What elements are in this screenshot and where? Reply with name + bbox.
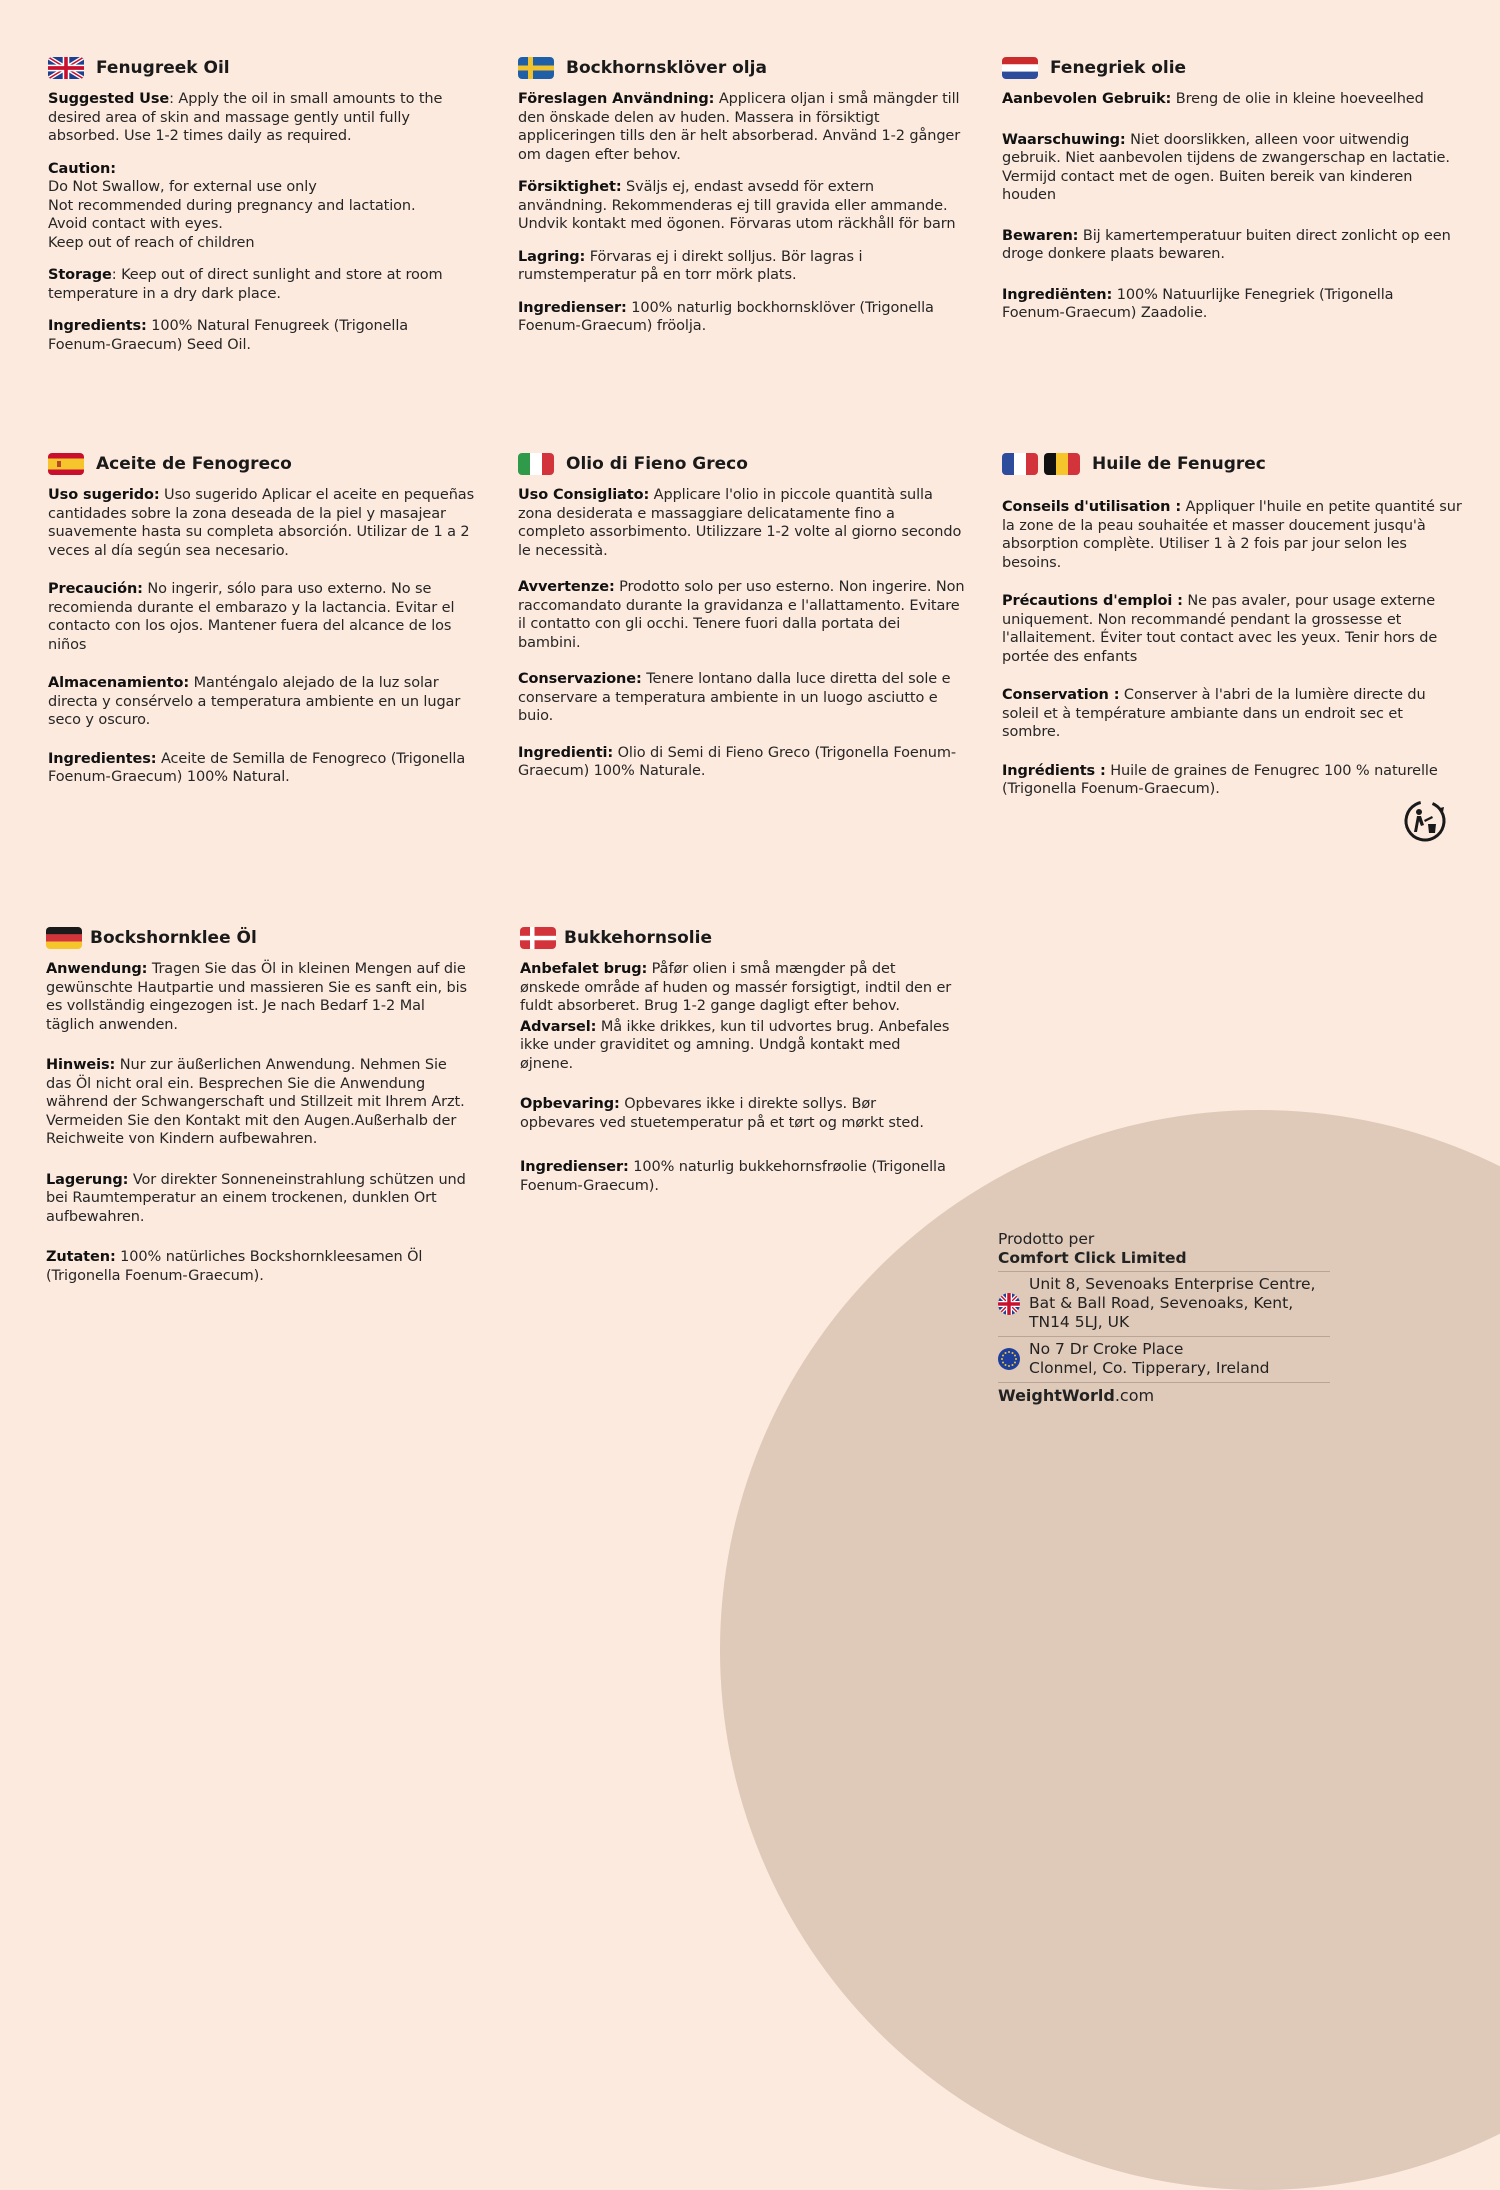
section-title: Olio di Fieno Greco [566, 454, 748, 474]
ingredients: Ingredienti: Olio di Semi di Fieno Greco (Trigonella Foenum-Graecum) 100% Naturale. [518, 744, 957, 779]
suggested-use: Aanbevolen Gebruik: Breng de olie in kleine hoeveelhed [1002, 91, 1424, 107]
section-header [1002, 450, 1462, 478]
caution: Advarsel: Må ikke drikkes, kun til udvortes brug. Anbefales ikke under graviditet og amning. Undgå kontakt med øjnene. [520, 1018, 950, 1072]
uk-address: Unit 8, Sevenoaks Enterprise Centre, Bat & Ball Road, Sevenoaks, Kent, TN14 5LJ, UK [998, 1271, 1330, 1336]
manufacturer-footer [998, 1230, 1330, 1405]
section-italian [518, 450, 966, 795]
suggested-use: Conseils d'utilisation : Appliquer l'huile en petite quantité sur la zone de la peau souhaitée et masser doucement jusqu'à absorption complète. Utiliser 1 à 2 fois par jour selon les besoins. [1002, 499, 1462, 571]
company-name: Comfort Click Limited [998, 1249, 1187, 1267]
section-title: Huile de Fenugrec [1092, 454, 1266, 474]
section-header [48, 450, 480, 478]
section-header [518, 54, 963, 82]
ingredients: Zutaten: 100% natürliches Bockshornkleesamen Öl (Trigonella Foenum-Graecum). [46, 1249, 423, 1284]
section-swedish [518, 54, 963, 350]
section-header [1002, 54, 1457, 82]
section-danish [520, 924, 952, 1209]
ingredients: Ingredienser: 100% naturlig bockhornsklöver (Trigonella Foenum-Graecum) fröolja. [518, 299, 934, 334]
caution: Précautions d'emploi : Ne pas avaler, pour usage externe uniquement. Non recommandé pendant la grossesse et l'allaitement. Éviter tout contact avec les yeux. Tenir hors de portée des enfants [1002, 593, 1438, 665]
italy-flag-icon [518, 453, 554, 475]
website-link[interactable]: WeightWorld.com [998, 1382, 1330, 1405]
section-spanish [48, 450, 480, 801]
caution: Försiktighet: Sväljs ej, endast avsedd för extern användning. Rekommenderas ej till gravida eller ammande. Undvik kontakt med ögonen. Förvaras utom räckhåll för barn [518, 179, 956, 232]
section-title: Bukkehornsolie [564, 928, 712, 948]
section-french [1002, 450, 1462, 813]
sweden-flag-icon [518, 57, 554, 79]
storage: Lagerung: Vor direkter Sonneneinstrahlung schützen und bei Raumtemperatur an einem trockenen, dunklen Ort aufbewahren. [46, 1171, 466, 1225]
section-title: Bockhornsklöver olja [566, 58, 767, 78]
ingredients: Ingrédients : Huile de graines de Fenugrec 100 % naturelle (Trigonella Foenum-Graecum). [1002, 762, 1438, 797]
uk-flag-icon [998, 1293, 1020, 1315]
section-title: Bockshornklee Öl [90, 928, 257, 948]
storage: Conservation : Conserver à l'abri de la lumière directe du soleil et à température ambiante dans un endroit sec et sombre. [1002, 687, 1426, 740]
storage: Almacenamiento: Manténgalo alejado de la luz solar directa y consérvelo a temperatura ambiente en un lugar seco y oscuro. [48, 675, 461, 728]
section-title: Fenugreek Oil [96, 58, 230, 78]
suggested-use: Föreslagen Användning: Applicera oljan i små mängder till den önskade delen av huden. Massera in försiktigt appliceringen tills den är helt absorberad. Använd 1-2 gånger om dagen efter behov. [518, 91, 961, 163]
storage: Lagring: Förvaras ej i direkt solljus. Bör lagras i rumstemperatur på en torr mörk plats. [518, 248, 863, 283]
suggested-use: Uso Consigliato: Applicare l'olio in piccole quantità sulla zona desiderata e massaggiare delicatamente fino a completo assorbimento. Utilizzare 1-2 volte al giorno secondo le necessità. [518, 487, 962, 559]
caution: Precaución: No ingerir, sólo para uso externo. No se recomienda durante el embarazo y la lactancia. Evitar el contacto con los ojos. Mantener fuera del alcance de los niños [48, 581, 455, 653]
ingredients: Ingredients: 100% Natural Fenugreek (Trigonella Foenum-Graecum) Seed Oil. [48, 318, 409, 353]
caution: Avvertenze: Prodotto solo per uso esterno. Non ingerire. Non raccomandato durante la gravidanza e l'allattamento. Evitare il contatto con gli occhi. Tenere fuori dalla portata dei bambini. [518, 579, 965, 651]
section-title: Fenegriek olie [1050, 58, 1187, 78]
denmark-flag-icon [520, 927, 556, 949]
ingredients: Ingredienser: 100% naturlig bukkehornsfrøolie (Trigonella Foenum-Graecum). [520, 1159, 946, 1194]
section-header [48, 54, 468, 82]
caution: Waarschuwing: Niet doorslikken, alleen voor uitwendig gebruik. Niet aanbevolen tijdens de zwangerschap en lactatie. Vermijd contact met de ogen. Buiten bereik van kinderen houden [1002, 131, 1450, 203]
section-header [46, 924, 476, 952]
suggested-use: Anwendung: Tragen Sie das Öl in kleinen Mengen auf die gewünschte Hautpartie und massieren Sie es sanft ein, bis es vollständig eingezogen ist. Je nach Bedarf 1-2 Mal täglich anwenden. [46, 961, 467, 1033]
section-english [48, 54, 468, 368]
storage: Opbevaring: Opbevares ikke i direkte sollys. Bør opbevares ved stuetemperatur på et tørt og mørkt sted. [520, 1096, 924, 1131]
spain-flag-icon [48, 453, 84, 475]
caution: Hinweis: Nur zur äußerlichen Anwendung. Nehmen Sie das Öl nicht oral ein. Besprechen Sie die Anwendung während der Schwangerschaft und Stillzeit mit Ihrem Arzt. Vermeiden Sie den Kontakt mit den Augen.Außerhalb der Reichweite von Kindern aufbewahren. [46, 1057, 465, 1147]
storage: Bewaren: Bij kamertemperatuur buiten direct zonlicht op een droge donkere plaats bewaren. [1002, 227, 1451, 262]
netherlands-flag-icon [1002, 57, 1038, 79]
suggested-use: Suggested Use: Apply the oil in small amounts to the desired area of skin and massage gently until fully absorbed. Use 1-2 times daily as required. [48, 91, 443, 144]
tidyman-recycle-icon [1402, 798, 1448, 844]
section-dutch [1002, 54, 1457, 337]
storage: Conservazione: Tenere lontano dalla luce diretta del sole e conservare a temperatura ambiente in un luogo asciutto e buio. [518, 671, 951, 724]
caution: Caution: Do Not Swallow, for external use only Not recommended during pregnancy and lactation. Avoid contact with eyes. Keep out of reach of children [48, 160, 416, 251]
section-title: Aceite de Fenogreco [96, 454, 292, 474]
suggested-use: Uso sugerido: Uso sugerido Aplicar el aceite en pequeñas cantidades sobre la zona deseada de la piel y masajear suavemente hasta su completa absorción. Utilizar de 1 a 2 veces al día según sea necesario. [48, 487, 475, 559]
eu-flag-icon [998, 1348, 1020, 1370]
section-header [520, 924, 952, 952]
ingredients: Ingredientes: Aceite de Semilla de Fenogreco (Trigonella Foenum-Graecum) 100% Natural. [48, 750, 466, 785]
made-for-label: Prodotto per [998, 1230, 1095, 1248]
section-header [518, 450, 966, 478]
eu-address: No 7 Dr Croke Place Clonmel, Co. Tipperary, Ireland [998, 1336, 1330, 1382]
suggested-use: Anbefalet brug: Påfør olien i små mængder på det ønskede område af huden og massér forsigtigt, indtil den er fuldt absorberet. Brug 1-2 gange dagligt efter behov. [520, 961, 952, 1014]
belgium-flag-icon [1044, 453, 1080, 475]
section-german [46, 924, 476, 1299]
france-flag-icon [1002, 453, 1038, 475]
germany-flag-icon [46, 927, 82, 949]
storage: Storage: Keep out of direct sunlight and store at room temperature in a dry dark place. [48, 267, 443, 302]
uk-flag-icon [48, 57, 84, 79]
ingredients: Ingrediënten: 100% Natuurlijke Fenegriek (Trigonella Foenum-Graecum) Zaadolie. [1002, 286, 1394, 321]
